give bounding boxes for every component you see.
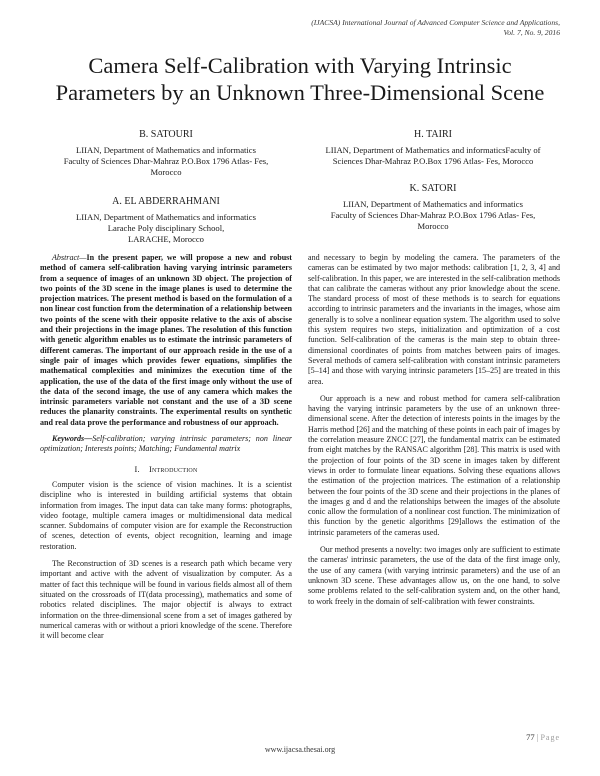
author-name: K. SATORI [409,183,457,194]
page-number-value: 77 [526,732,535,742]
abstract-label: Abstract— [52,253,87,262]
journal-header [220,18,560,38]
author-name: A. EL ABDERRAHMANI [112,196,220,207]
author-affiliation-line: LIIAN, Department of Mathematics and informaticsFaculty of [325,145,541,155]
author-affiliation-line: Morocco [150,167,182,177]
author-name: B. SATOURI [139,129,193,140]
author-affiliation-line: Sciences Dhar-Mahraz P.O.Box 1796 Atlas- Fes, Morocco [332,156,534,166]
section-heading [40,465,292,475]
author-affiliation-line: Larache Poly disciplinary School, [107,223,225,233]
paragraph: Computer vision is the science of vision machines. It is a scientist discipline who is interested in building artificial systems that obtain information from images. The input data can take many forms: photographs, video footage, multiple camera images or multidimensional data medical scanner. Subdomains of computer vision are for example the Reconstruction of scenes, detection of events, object recognition, learning and image restoration. [40,479,292,551]
abstract-text: In the present paper, we will propose a new and robust method of camera self-calibration having varying intrinsic parameters from a sequence of images of an unknown 3D object. The projection of two points of the 3D scene in the image planes is used to determine the projection matrices. The present method is based on the formulation of a non linear cost function from the determination of a relationship between two points of the scene with their opposite relative to the axis of abscise and their projections in the image planes. The resolution of this function with genetic algorithm enables us to estimate the intrinsic parameters of different cameras. The important of our approach reside in the use of a single pair of images which provides fewer equations, simplifies the mathematical complexities and minimizes the execution time of the application, the use of the data of the first image only without the use of the data of the second image, the use of any camera which makes the intrinsic parameters variable not constant and the use of a 3D scene reduces the planarity constraints. The experimental results on synthetic and real data prove the performance and robustness of our approach. [40,253,292,427]
title-line-2: Parameters by an Unknown Three-Dimensional Scene [55,80,545,105]
paragraph: Our approach is a new and robust method for camera self-calibration having the varying intrinsic parameters by the use of an unknown three-dimensional scene. After the detection of interests points in the images by the Harris method [26] and the matching of these points in each pair of images by the correlation measure ZNCC [27], the fundamental matrix can be estimated from eight matches by the RANSAC algorithm [28]. This matrix is used with the projection of four points of the 3D scene in images taken by different views in order to formulate linear equations. Solving these equations allows the estimation of the projection matrices. The estimation of a relationship between the four points of the 3D scene and their projections in the planes of the images g and d and the relationships between the images of the absolute conic allow the formulation of a nonlinear cost function. The minimization of this function by the genetic algorithms [29]allows the estimation of the intrinsic parameters of the cameras used. [308,393,560,537]
author-block-3 [40,196,292,245]
author-affiliation-line: Morocco [417,221,449,231]
section-number: I. [134,464,140,474]
paragraph: and necessary to begin by modeling the camera. The parameters of the cameras can be estimated by two major methods: calibration [1, 2, 3, 4] and self-calibration. In this paper, we are interested in the self-calibration methods that can calibrate the cameras without any prior knowledge about the scene. The standard process of most of these methods is to search for equations according to intrinsic parameters and the invariants in the images, whose aim generally is to solve a nonlinear equation system. The algorithm used to solve this system requires two steps, initialization and optimization of a cost function. Self-calibration of the cameras is the main step to obtain three-dimensional coordinates of points from matches between pairs of images. Several methods of camera self-calibration with constant intrinsic parameters [5–14] and those with varying intrinsic parameters [15–25] are treated in this area. [308,253,560,386]
paper-title [40,52,560,106]
footer-url[interactable]: www.ijacsa.thesai.org [264,745,336,754]
author-block-4 [306,183,560,232]
author-affiliation-line: LIIAN, Department of Mathematics and informatics [343,199,523,209]
author-affiliation-line: LIIAN, Department of Mathematics and informatics [76,212,256,222]
author-block-2 [306,129,560,167]
author-block-1 [40,129,292,178]
journal-line-1: (IJACSA) International Journal of Advanced Computer Science and Applications, [311,18,560,27]
journal-line-2: Vol. 7, No. 9, 2016 [503,28,560,37]
paragraph: Our method presents a novelty: two images only are sufficient to estimate the cameras' intrinsic parameters, the use of the data of the first image only, the use of any camera (with varying intrinsic parameters) and the use of an unknown 3D scene. These advantages allow us, on the one hand, to solve some problems related to the self-calibration system and, on the other hand, to work freely in the domain of self-calibration with fewer constraints. [308,545,560,606]
title-line-1: Camera Self-Calibration with Varying Intrinsic [88,53,512,78]
page-number [526,732,560,742]
author-affiliation-line: LARACHE, Morocco [128,234,204,244]
author-affiliation-line: Faculty of Sciences Dhar-Mahraz P.O.Box 1796 Atlas- Fes, [330,210,536,220]
left-column [40,253,292,641]
abstract [40,253,292,428]
keywords-label: Keywords— [52,434,93,444]
section-title: Introduction [148,464,198,474]
right-column [308,253,560,607]
author-affiliation-line: LIIAN, Department of Mathematics and informatics [76,145,256,155]
author-name: H. TAIRI [414,129,452,140]
paragraph: The Reconstruction of 3D scenes is a research path which became very important and active with the advent of visualization by computer. As a matter of fact this technique will be found in various fields almost all of them situated on the crossroads of IT(data processing), mathematics and some of robotics related disciplines. The major objectif is always to extract information on the three-dimensional scene from a set of images gathered by numerical cameras with or without a priori knowledge of the scene. Therefore it will become clear [40,559,292,641]
keywords [40,434,292,455]
page-separator: | [536,732,539,742]
keywords-text: Self-calibration; varying intrinsic parameters; non linear optimization; Interests points; Matching; Fundamental matrix [40,434,292,454]
author-affiliation-line: Faculty of Sciences Dhar-Mahraz P.O.Box 1796 Atlas- Fes, [63,156,269,166]
page-label: Page [540,733,560,742]
